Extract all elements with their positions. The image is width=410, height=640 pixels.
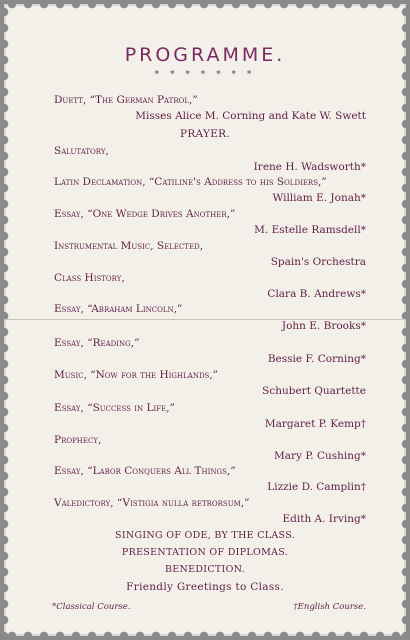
scalloped-edge-top [4, 4, 406, 11]
item-latin-performer: William E. Jonah* [272, 192, 366, 204]
item-instrumental-performer: Spain's Orchestra [270, 256, 366, 268]
item-duett-performer: Misses Alice M. Corning and Kate W. Swett [135, 110, 366, 122]
item-essay-reading-performer: Bessie F. Corning* [267, 353, 366, 365]
item-essay-labor-performer: Lizzie D. Camplin† [267, 481, 366, 493]
item-instrumental-label: Instrumental Music, Selected, [54, 240, 204, 252]
programme-card [4, 4, 406, 636]
closing-benediction: BENEDICTION. [164, 564, 245, 575]
item-valedictory-label: Valedictory, “Vistigia nulla retrorsum,” [54, 497, 250, 509]
item-essay-reading-label: Essay, “Reading,” [54, 337, 140, 349]
item-prayer-heading: PRAYER. [179, 128, 231, 140]
programme-title: PROGRAMME. [124, 44, 286, 66]
item-essay-success-label: Essay, “Success in Life,” [54, 402, 175, 414]
item-history-label: Class History, [54, 272, 125, 284]
item-salutatory-performer: Irene H. Wadsworth* [253, 161, 366, 173]
item-prophecy-performer: Mary P. Cushing* [274, 450, 366, 462]
item-prophecy-label: Prophecy, [54, 434, 102, 446]
closing-greetings: Friendly Greetings to Class. [126, 581, 284, 593]
item-music-label: Music, “Now for the Highlands,” [54, 369, 219, 381]
item-valedictory-performer: Edith A. Irving* [282, 513, 366, 525]
star-divider: * * * * * * * [154, 70, 256, 80]
footnote-english: †English Course. [293, 602, 366, 612]
item-essay-lincoln-label: Essay, “Abraham Lincoln,” [54, 303, 183, 315]
item-essay-lincoln-performer: John E. Brooks* [281, 320, 366, 332]
item-history-performer: Clara B. Andrews* [267, 288, 366, 300]
closing-diplomas: PRESENTATION OF DIPLOMAS. [121, 547, 289, 558]
item-essay-wedge-performer: M. Estelle Ramsdell* [254, 224, 366, 236]
item-essay-success-performer: Margaret P. Kemp† [264, 418, 366, 430]
item-duett-label: Duett, “The German Patrol,” [54, 94, 198, 106]
scalloped-edge-left [4, 4, 12, 636]
footnote-classical: *Classical Course. [52, 602, 131, 612]
scalloped-edge-bottom [4, 629, 406, 636]
closing-ode: SINGING OF ODE, BY THE CLASS. [115, 530, 295, 541]
item-essay-labor-label: Essay, “Labor Conquers All Things,” [54, 465, 236, 477]
item-music-performer: Schubert Quartette [262, 385, 366, 397]
item-essay-wedge-label: Essay, “One Wedge Drives Another,” [54, 208, 236, 220]
item-latin-label: Latin Declamation, “Catiline's Address to his Soldiers,” [54, 176, 327, 188]
item-salutatory-label: Salutatory, [54, 145, 109, 157]
scalloped-edge-right [398, 4, 406, 636]
